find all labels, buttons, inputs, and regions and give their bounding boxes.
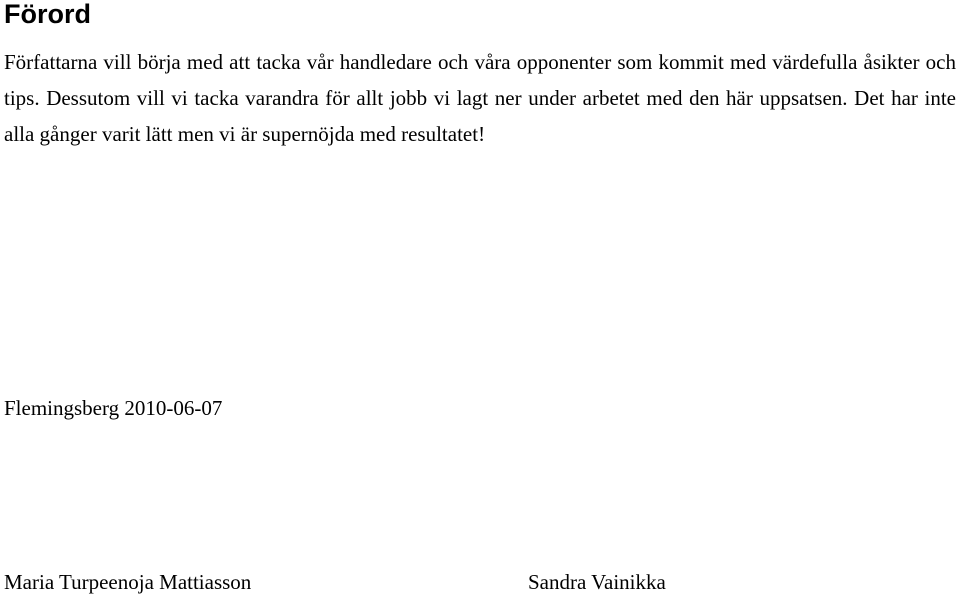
- signature-author-2: Sandra Vainikka: [528, 570, 666, 594]
- place-date: Flemingsberg 2010-06-07: [4, 396, 223, 420]
- section-heading: Förord: [4, 0, 91, 29]
- preface-paragraph: Författarna vill börja med att tacka vår handledare och våra opponenter som kommit med värdefulla åsikter och tips. Dessutom vill vi tacka varandra för allt jobb vi lagt ner under arbetet med den här uppsatsen. Det har inte alla gånger varit lätt men vi är supernöjda med resultatet!: [4, 50, 956, 146]
- signature-author-1: Maria Turpeenoja Mattiasson: [4, 570, 252, 594]
